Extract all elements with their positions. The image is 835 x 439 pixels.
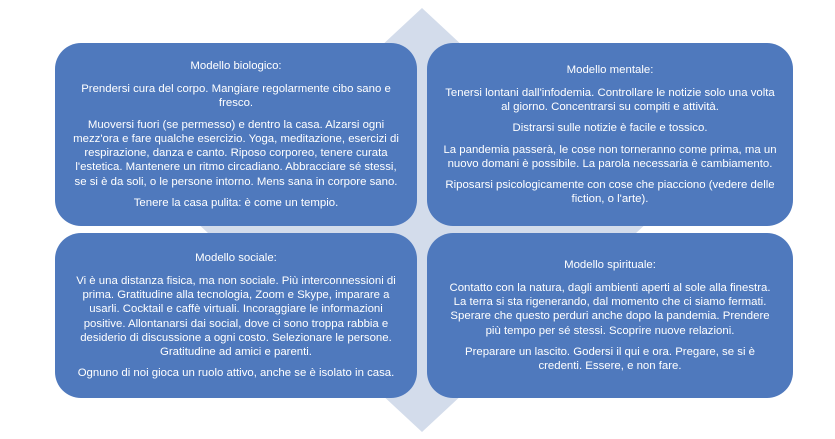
quadrant-sociale (55, 233, 417, 398)
quadrant-paragraph: Vi è una distanza fisica, ma non sociale. Più interconnessioni di prima. Gratitudine alla tecnologia, Zoom e Skype, imparare a usarli. Cocktail e caffè virtuali. Incoraggiare le informazioni positive. Allontanarsi dai social, dove ci sono troppa rabbia e desiderio di discussione a ogni costo. Selezionare le persone. Gratitudine ad amici e parenti. (76, 274, 396, 358)
quadrant-title: Modello mentale: (566, 63, 654, 76)
quadrant-biologico (55, 43, 417, 226)
quadrant-title: Modello biologico: (190, 60, 282, 73)
quadrant-title: Modello spirituale: (564, 258, 656, 271)
quadrant-paragraph: Contatto con la natura, dagli ambienti aperti al sole alla finestra. La terra si sta rigenerando, dal momento che ci siamo fermati. Sperare che questo perduri anche dopo la pandemia. Prendere più tempo per sé stessi. Scoprire nuove relazioni. (449, 281, 771, 337)
quadrant-paragraph: Distrarsi sulle notizie è facile e tossico. (512, 122, 708, 135)
quadrant-paragraph: Riposarsi psicologicamente con cose che piacciono (vedere delle fiction, o l'arte). (445, 178, 775, 206)
quadrant-paragraph: Muoversi fuori (se permesso) e dentro la casa. Alzarsi ogni mezz'ora e fare qualche esercizio. Yoga, meditazione, esercizi di respirazione, danza e canto. Riposo corporeo, tenere curata l'estetica. Mantenere un ritmo circadiano. Abbracciare sé stessi, se si è da soli, o le persone intorno. Mens sana in corpore sano. (73, 118, 399, 188)
quadrant-paragraph: Tenersi lontani dall'infodemia. Controllare le notizie solo una volta al giorno. Concentrarsi su compiti e attività. (445, 86, 775, 114)
quadrant-paragraph: Tenere la casa pulita: è come un tempio. (133, 196, 339, 209)
quadrant-paragraph: Prendersi cura del corpo. Mangiare regolarmente cibo sano e fresco. (81, 83, 391, 110)
quadrant-mentale (427, 43, 793, 226)
quadrant-title: Modello sociale: (195, 251, 277, 264)
quadrant-paragraph: La pandemia passerà, le cose non torneranno come prima, ma un nuovo domani è possibile. La parola necessaria è cambiamento. (443, 143, 777, 170)
quadrant-paragraph: Ognuno di noi gioca un ruolo attivo, anche se è isolato in casa. (77, 367, 395, 380)
quadrant-paragraph: Preparare un lascito. Godersi il qui e ora. Pregare, se si è credenti. Essere, e non fare. (465, 345, 755, 372)
quadrant-spirituale (427, 233, 793, 398)
